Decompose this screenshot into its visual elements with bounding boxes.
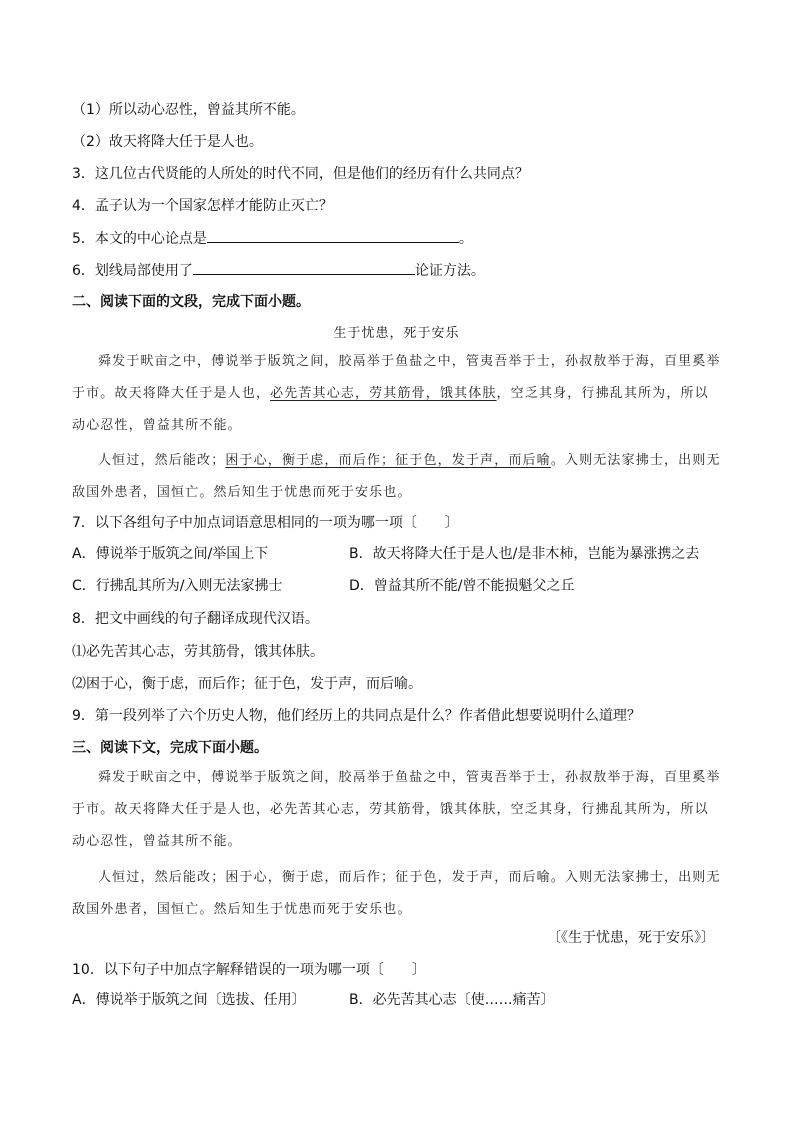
question-6 <box>72 260 485 281</box>
passage-paragraph-1 <box>72 346 722 442</box>
passage-title: 生于忧患，死于安乐 <box>333 326 460 341</box>
question-5-end: 。 <box>458 231 473 247</box>
option-7d: D．曾益其所不能/曾不能损魁父之丘 <box>349 578 575 594</box>
question-4: 4．孟子认为一个国家怎样才能防止灭亡？ <box>72 198 333 214</box>
option-10a: A．傅说举于版筑之间〔选拔、任用〕 <box>72 992 306 1008</box>
passage-text: 人恒过，然后能改； <box>98 453 226 468</box>
question-8-item-1: ⑴必先苦其心志，劳其筋骨，饿其体肤。 <box>72 644 324 660</box>
question-6-end: 论证方法。 <box>414 263 485 279</box>
passage-paragraph-2 <box>72 445 722 509</box>
passage-text: ，空乏其身，行拂乱其所为，所以动心忍性，曾益其所不能。 <box>72 386 709 433</box>
option-7c: C．行拂乱其所为/入则无法家拂士 <box>72 578 283 594</box>
question-8-item-2: ⑵困于心，衡于虑，而后作；征于色，发于声，而后喻。 <box>72 676 422 692</box>
option-7b: B．故天将降大任于是人也/是非木柿，岂能为暴涨携之去 <box>349 546 700 562</box>
question-10: 10．以下句子中加点字解释错误的一项为哪一项〔 〕 <box>72 962 426 978</box>
answer-line-2: （2）故天将降大任于是人也。 <box>72 134 263 150</box>
passage-source: 〔《生于忧患，死于安乐》〕 <box>547 930 715 946</box>
section-3-heading: 三、阅读下文，完成下面小题。 <box>72 740 268 756</box>
question-6-text: 6．划线局部使用了 <box>72 263 193 279</box>
question-8: 8．把文中画线的句子翻译成现代汉语。 <box>72 611 319 627</box>
answer-blank-5[interactable] <box>207 228 459 243</box>
question-5-text: 5．本文的中心论点是 <box>72 231 207 247</box>
option-7a: A．傅说举于版筑之间/举国上下 <box>72 546 269 562</box>
passage-text: 舜发于畎亩之中，傅说举于版筑之间，胶鬲举于鱼盐之中，管夷吾举于士，孙叔敖举于海，百里奚举于市。故天将降大任于是人也， <box>72 354 721 401</box>
answer-blank-6[interactable] <box>193 260 415 275</box>
underlined-sentence-2: 困于心，衡于虑，而后作；征于色，发于声，而后喻 <box>225 453 551 468</box>
question-9: 9．第一段列举了六个历史人物，他们经历上的共同点是什么？作者借此想要说明什么道理？ <box>72 708 641 724</box>
question-7: 7．以下各组句子中加点词语意思相同的一项为哪一项〔 〕 <box>72 515 459 531</box>
question-5 <box>72 228 473 249</box>
passage-paragraph-4: 人恒过，然后能改；困于心，衡于虑，而后作；征于色，发于声，而后喻。入则无法家拂士，出则无敌国外患者，国恒亡。然后知生于忧患而死于安乐也。 <box>72 870 721 917</box>
underlined-sentence-1: 必先苦其心志，劳其筋骨，饿其体肤 <box>270 386 497 401</box>
section-2-heading: 二、阅读下面的文段，完成下面小题。 <box>72 294 310 310</box>
question-3: 3．这几位古代贤能的人所处的时代不同，但是他们的经历有什么共同点？ <box>72 166 529 182</box>
passage-paragraph-3: 舜发于畎亩之中，傅说举于版筑之间，胶鬲举于鱼盐之中，管夷吾举于士，孙叔敖举于海，百里奚举于市。故天将降大任于是人也，必先苦其心志，劳其筋骨，饿其体肤，空乏其身，行拂乱其所为，所以动心忍性，曾益其所不能。 <box>72 770 721 849</box>
option-10b: B．必先苦其心志〔使……痛苦〕 <box>349 992 555 1008</box>
answer-line-1: （1）所以动心忍性，曾益其所不能。 <box>72 102 305 118</box>
passage-text: 。入则无法家拂士，出则无敌国外患者，国恒亡。然后知生于忧患而死于安乐也。 <box>72 453 721 500</box>
